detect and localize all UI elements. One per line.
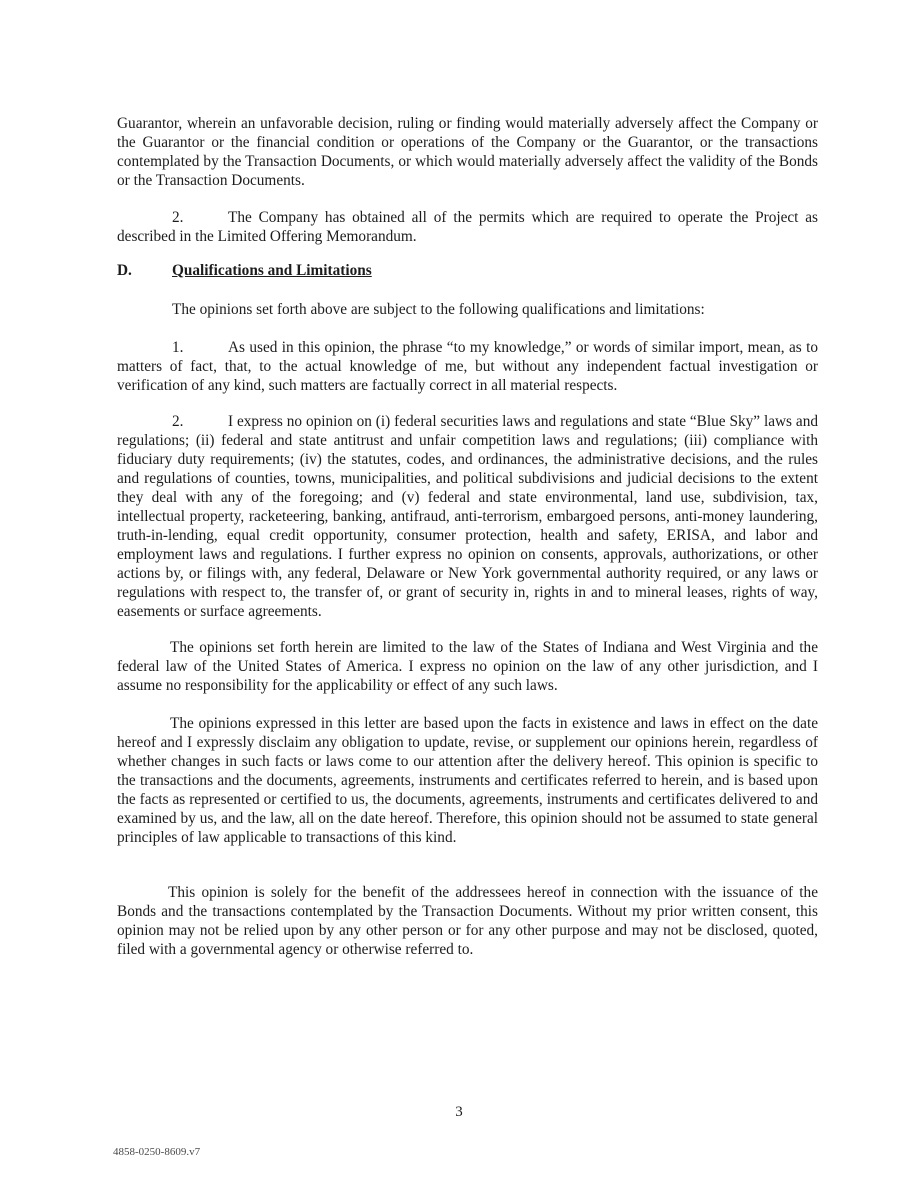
paragraph-text: The Company has obtained all of the permits which are required to operate the Project as described in the Limited Offering Memorandum. [117, 209, 818, 245]
page-number: 3 [455, 1104, 463, 1120]
paragraph-intro: The opinions set forth above are subject to the following qualifications and limitations: [172, 301, 705, 318]
paragraph-qualification-2 [117, 412, 818, 621]
section-heading [117, 262, 372, 280]
paragraph-facts: The opinions expressed in this letter are based upon the facts in existence and laws in effect on the date hereof and I expressly disclaim any obligation to update, revise, or supplement our opinions herein, regardless of whether changes in such facts or laws come to our attention after the delivery hereof. This opinion is specific to the transactions and the documents, agreements, instruments and certificates referred to herein, and is based upon the facts as represented or certified to us, the documents, agreements, instruments and certificates delivered to and examined by us, and the law, all on the date hereof. Therefore, this opinion should not be assumed to state general principles of law applicable to transactions of this kind. [117, 715, 818, 846]
paragraph-benefit: This opinion is solely for the benefit of the addressees hereof in connection with the issuance of the Bonds and the transactions contemplated by the Transaction Documents. Without my prior written consent, this opinion may not be relied upon by any other person or for any other purpose and may not be disclosed, quoted, filed with a governmental agency or otherwise referred to. [117, 884, 818, 958]
paragraph-number: 2. [172, 209, 184, 226]
paragraph-governing-law: The opinions set forth herein are limited to the law of the States of Indiana and West Virginia and the federal law of the United States of America. I express no opinion on the law of any other jurisdiction, and I assume no responsibility for the applicability or effect of any such laws. [117, 639, 818, 694]
section-letter: D. [117, 262, 132, 279]
paragraph-number: 2. [172, 413, 184, 430]
section-title: Qualifications and Limitations [172, 262, 372, 279]
paragraph-text: I express no opinion on (i) federal securities laws and regulations and state “Blue Sky” laws and regulations; (ii) federal and state antitrust and unfair competition laws and regulations; (iii) compliance with fiduciary duty requirements; (iv) the statutes, codes, and ordinances, the administrative decisions, and the rules and regulations of counties, towns, municipalities, and political subdivisions and judicial decisions to the extent they deal with any of the foregoing; and (v) federal and state environmental, land use, subdivision, tax, intellectual property, racketeering, banking, antifraud, anti-terrorism, embargoed persons, anti-money laundering, truth-in-lending, equal credit opportunity, consumer protection, health and safety, ERISA, and labor and employment laws and regulations. I further express no opinion on consents, approvals, authorizations, or other actions by, or filings with, any federal, Delaware or New York governmental authority required, or any laws or regulations with respect to, the transfer of, or grant of security in, rights in and to mineral leases, rights of way, easements or surface agreements. [117, 413, 818, 620]
paragraph-continued-guarantor: Guarantor, wherein an unfavorable decision, ruling or finding would materially adversely affect the Company or the Guarantor or the financial condition or operations of the Company or the Guarantor, or the transactions contemplated by the Transaction Documents, or which would materially adversely affect the validity of the Bonds or the Transaction Documents. [117, 115, 818, 189]
document-id: 4858-0250-8609.v7 [113, 1146, 201, 1158]
paragraph-number: 1. [172, 339, 184, 356]
paragraph-qualification-1 [117, 338, 818, 395]
paragraph-permits [117, 208, 818, 246]
paragraph-text: As used in this opinion, the phrase “to my knowledge,” or words of similar import, mean, as to matters of fact, that, to the actual knowledge of me, but without any independent factual investigation or verification of any kind, such matters are factually correct in all material respects. [117, 339, 818, 394]
